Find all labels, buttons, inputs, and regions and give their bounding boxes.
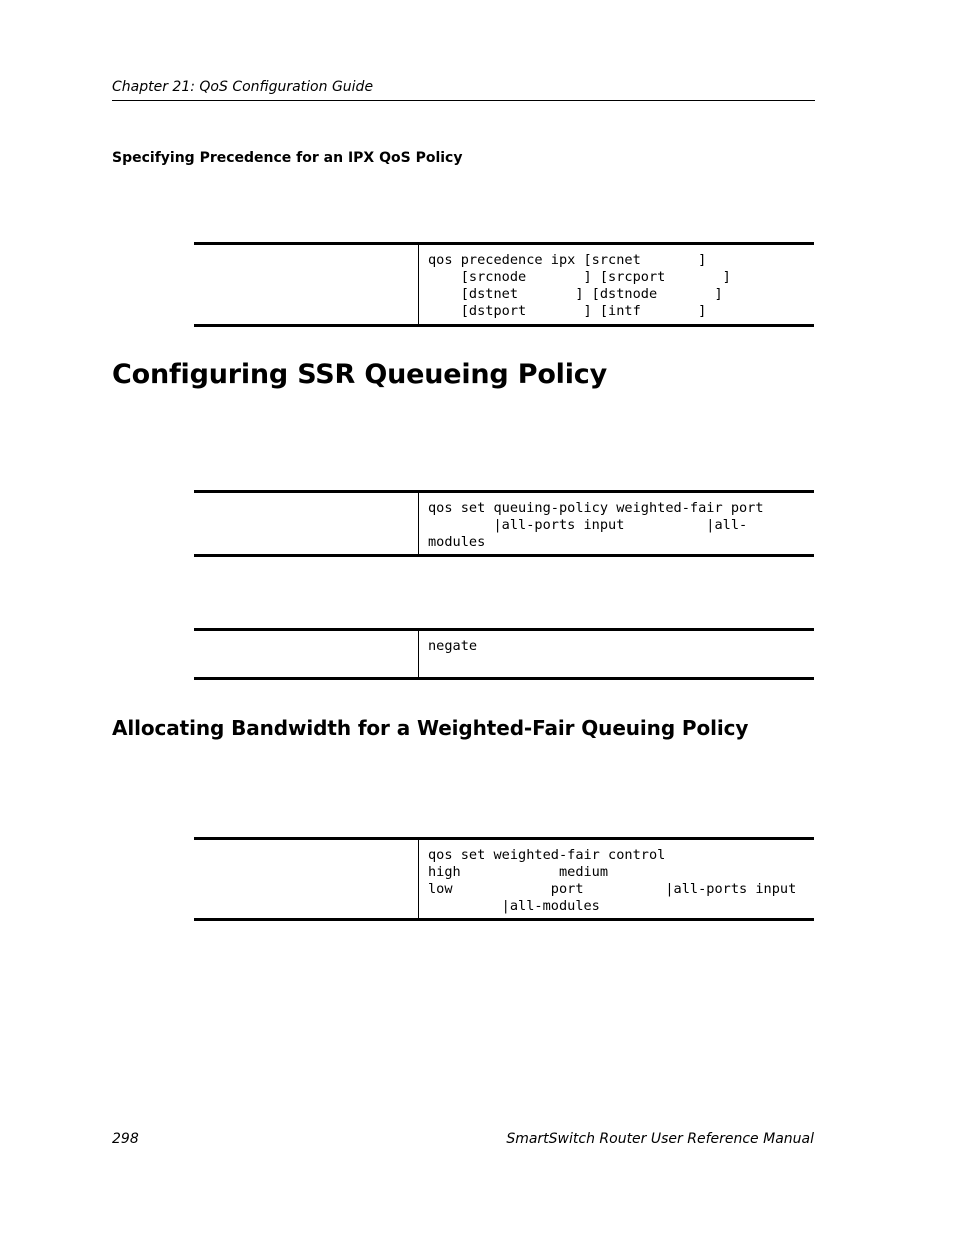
- ipx-precedence-command-table: [194, 242, 814, 327]
- negate-command-table: [194, 628, 814, 680]
- running-header: Chapter 21: QoS Configuration Guide: [112, 79, 374, 95]
- page-number: 298: [112, 1131, 139, 1147]
- task-cell: [194, 245, 419, 324]
- command-syntax: negate: [428, 638, 478, 654]
- bandwidth-heading: Allocating Bandwidth for a Weighted-Fair Queuing Policy: [112, 716, 749, 740]
- ipx-precedence-heading: Specifying Precedence for an IPX QoS Policy: [112, 150, 463, 166]
- task-cell: [194, 493, 419, 554]
- task-cell: [194, 840, 419, 918]
- command-syntax: qos precedence ipx [srcnet ] [srcnode ] [srcport ] [dstnet ] [dstnode ] [dstport ] [intf ]: [428, 252, 731, 319]
- weighted-fair-command-table: [194, 837, 814, 921]
- command-syntax: qos set weighted-fair control high medium low port |all-ports input |all-modules: [428, 847, 797, 914]
- queuing-policy-command-table: [194, 490, 814, 557]
- queueing-policy-heading: Configuring SSR Queueing Policy: [112, 359, 608, 390]
- header-rule: [112, 100, 815, 101]
- manual-title: SmartSwitch Router User Reference Manual: [506, 1131, 814, 1147]
- task-cell: [194, 631, 419, 677]
- command-syntax: qos set queuing-policy weighted-fair port |all-ports input |all- modules: [428, 500, 764, 550]
